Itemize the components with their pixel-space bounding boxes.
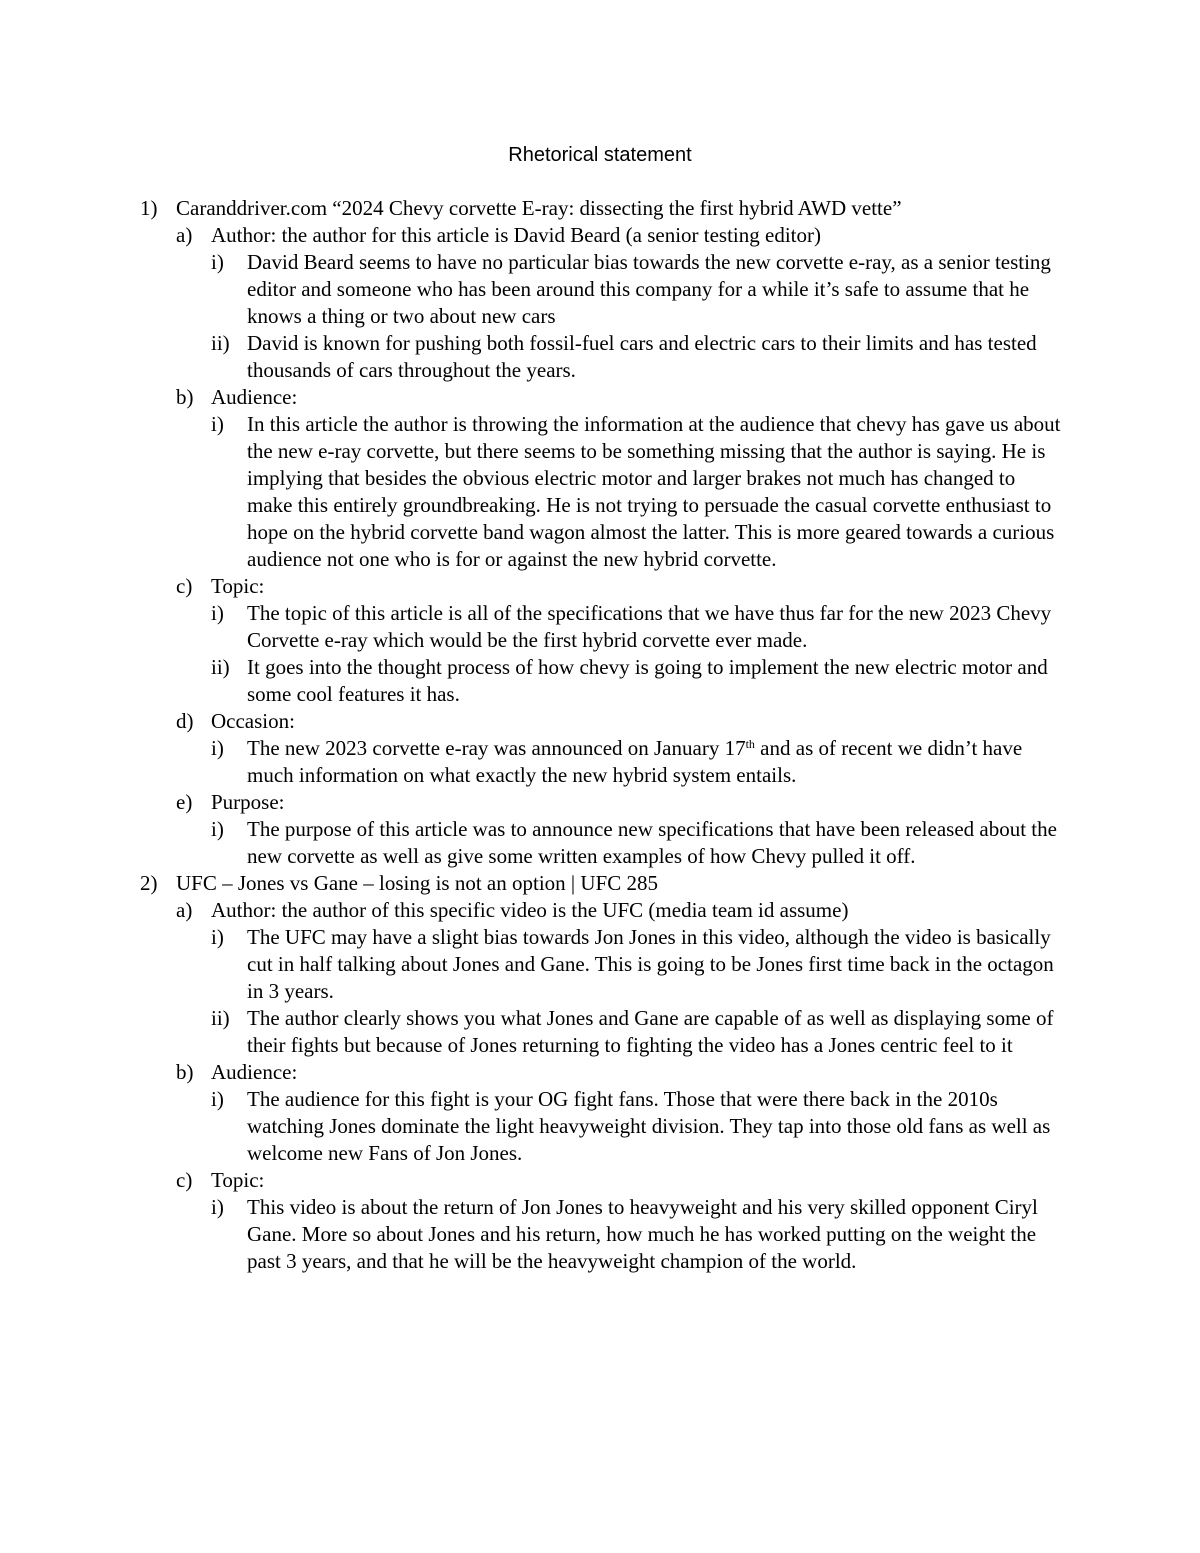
point-marker: i) xyxy=(211,1087,224,1111)
subitem-purpose xyxy=(0,789,1066,816)
subitem-text: Topic: xyxy=(211,574,265,598)
subitem-letter: c) xyxy=(176,1168,193,1192)
subitem-text: Audience: xyxy=(211,385,298,409)
document-title: Rhetorical statement xyxy=(508,144,692,166)
point-marker: i) xyxy=(211,817,224,841)
point-text: It goes into the thought process of how chevy is going to implement the new electric motor and some cool features it has. xyxy=(247,655,1048,706)
subitem-letter: e) xyxy=(176,790,193,814)
point-text-after: and as of recent we didn’t have much information on what exactly the new hybrid system entails. xyxy=(247,736,1023,787)
subitem-letter: a) xyxy=(176,223,193,247)
subitem-text: Author: the author for this article is David Beard (a senior testing editor) xyxy=(211,223,821,247)
point xyxy=(0,654,1062,708)
subitem-letter: b) xyxy=(176,1060,194,1084)
point xyxy=(0,1086,1062,1167)
point xyxy=(0,735,1062,789)
point-marker: i) xyxy=(211,925,224,949)
point-marker: ii) xyxy=(211,331,230,355)
point-text: The author clearly shows you what Jones and Gane are capable of as well as displaying some of their fights but because of Jones returning to fighting the video has a Jones centric feel to it xyxy=(247,1006,1054,1057)
point-marker: i) xyxy=(211,250,224,274)
point xyxy=(0,249,1062,330)
subitem-author xyxy=(0,222,1066,249)
point xyxy=(0,816,1062,870)
point-text: This video is about the return of Jon Jones to heavyweight and his very skilled opponent Ciryl Gane. More so about Jones and his return, how much he has worked putting on the weight the past 3 years, and that he will be the heavyweight champion of the world. xyxy=(247,1195,1038,1273)
subitem-text: Author: the author of this specific video is the UFC (media team id assume) xyxy=(211,898,849,922)
subitem-letter: c) xyxy=(176,574,193,598)
subitem-letter: a) xyxy=(176,898,193,922)
item-heading: Caranddriver.com “2024 Chevy corvette E-ray: dissecting the first hybrid AWD vette” xyxy=(176,196,902,220)
subitem-text: Purpose: xyxy=(211,790,285,814)
point xyxy=(0,600,1062,654)
item-number: 1) xyxy=(140,196,158,220)
point-marker: ii) xyxy=(211,655,230,679)
subitem-audience xyxy=(0,384,1066,411)
point-text xyxy=(247,735,1062,789)
point-marker: i) xyxy=(211,601,224,625)
item-number: 2) xyxy=(140,871,158,895)
subitem-text: Occasion: xyxy=(211,709,295,733)
subitem-topic xyxy=(0,1167,1066,1194)
ordinal-superscript: th xyxy=(745,737,755,751)
point xyxy=(0,330,1062,384)
point-marker: ii) xyxy=(211,1006,230,1030)
subitem-author xyxy=(0,897,1066,924)
point-text: The topic of this article is all of the specifications that we have thus far for the new 2023 Chevy Corvette e-ray which would be the first hybrid corvette ever made. xyxy=(247,601,1052,652)
subitem-letter: b) xyxy=(176,385,194,409)
point xyxy=(0,1194,1062,1275)
point xyxy=(0,924,1062,1005)
outline-item-2 xyxy=(0,870,1136,897)
item-heading: UFC – Jones vs Gane – losing is not an option | UFC 285 xyxy=(176,871,658,895)
point-marker: i) xyxy=(211,412,224,436)
subitem-audience xyxy=(0,1059,1066,1086)
point-marker: i) xyxy=(211,736,224,760)
point-text: The purpose of this article was to announce new specifications that have been released about the new corvette as well as give some written examples of how Chevy pulled it off. xyxy=(247,817,1057,868)
point xyxy=(0,1005,1062,1059)
point-text: David Beard seems to have no particular bias towards the new corvette e-ray, as a senior testing editor and someone who has been around this company for a while it’s safe to assume that he knows a thing or two about new cars xyxy=(247,250,1051,328)
point-text: David is known for pushing both fossil-fuel cars and electric cars to their limits and has tested thousands of cars throughout the years. xyxy=(247,331,1037,382)
subitem-text: Audience: xyxy=(211,1060,298,1084)
subitem-letter: d) xyxy=(176,709,194,733)
point xyxy=(0,411,1062,573)
point-text: The audience for this fight is your OG fight fans. Those that were there back in the 2010s watching Jones dominate the light heavyweight division. They tap into those old fans as well as welcome new Fans of Jon Jones. xyxy=(247,1087,1051,1165)
point-marker: i) xyxy=(211,1195,224,1219)
point-text: In this article the author is throwing the information at the audience that chevy has gave us about the new e-ray corvette, but there seems to be something missing that the author is saying. He is implying that besides the obvious electric motor and larger brakes not much has changed to make this entirely groundbreaking. He is not trying to persuade the casual corvette enthusiast to hope on the hybrid corvette band wagon almost the latter. This is more geared towards a curious audience not one who is for or against the new hybrid corvette. xyxy=(247,412,1061,571)
subitem-topic xyxy=(0,573,1066,600)
point-text: The UFC may have a slight bias towards Jon Jones in this video, although the video is basically cut in half talking about Jones and Gane. This is going to be Jones first time back in the octagon in 3 years. xyxy=(247,925,1054,1003)
outline-list xyxy=(0,195,1200,1275)
point-text-before: The new 2023 corvette e-ray was announced on January 17 xyxy=(247,736,746,760)
subitem-occasion xyxy=(0,708,1066,735)
subitem-text: Topic: xyxy=(211,1168,265,1192)
outline-item-1 xyxy=(0,195,1136,222)
